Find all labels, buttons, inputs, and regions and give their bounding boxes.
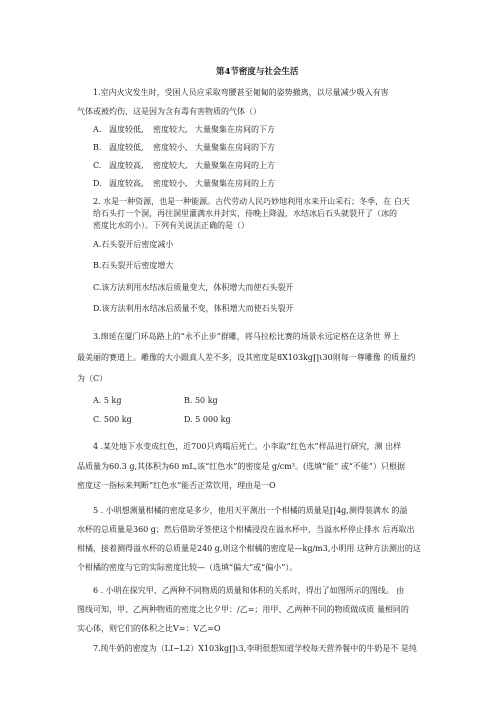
question-3-option-b: B. 50 kg: [184, 396, 218, 405]
question-4-line-3: 密度这一指标来判断“红色水”能否正常饮用，理由是一O: [77, 481, 276, 490]
question-5-line-4: 个柑橘的密度与它的实际密度比较—（选填“偏大”或“偏小”）。: [77, 563, 298, 572]
question-4-line-1: 4 .某处地下水变成红色，近700只鸡喝后死亡。小李取“红色水”样品进行研究，测 出样: [93, 442, 402, 451]
question-5-line-1: 5 . 小明想测量柑橘的密度是多少，他用天平测出一个柑橘的质量是∏4g,测得装满水 的溢: [93, 506, 408, 515]
question-5-line-3: 柑橘，接着测得溢水杯的总质量是240 g,则这个柑橘的密度是—kg/m3,小明用 这种方法测出的这: [77, 544, 421, 553]
question-2-option-b: B.石头裂开后密度增大: [93, 261, 174, 270]
question-2-option-a: A.石头裂开后密度减小: [93, 240, 174, 249]
question-5-line-2: 水杯的总质量是360 g；然后借助牙签使这个柑橘浸没在溢水杯中，当溢水杯停止排水 后再取出: [77, 525, 415, 534]
question-3-option-c: C. 500 kg: [93, 415, 132, 424]
page-title: 第4节密度与社会生活: [216, 67, 299, 77]
question-2-line-1: 2. 水是一种资源，也是一种能源。古代劳动人民巧妙地利用水来开山采石；冬季，在 白天: [93, 197, 410, 206]
question-1-option-d: D. 温度较高, 密度较小, 大量聚集在房间的上方: [93, 179, 275, 188]
question-2-line-3: 密度比水的小）。下列有关说法正确的是（）: [93, 221, 249, 230]
question-6-line-2: 图线可知，甲、乙两种物质的密度之比夕甲：/乙=；用甲、乙两种不同的物质做成质 量相同的: [77, 605, 409, 614]
question-1-option-b: B. 温度较低, 密度较小, 大量聚集在房间的下方: [93, 143, 275, 152]
question-1-option-c: C. 温度较高, 密度较大, 大量聚集在房间的上方: [93, 161, 275, 170]
question-1-line-2: 气体或被灼伤，这是因为含有毒有害物质的气体（）: [77, 107, 261, 116]
question-3-line-3: 为（C）: [77, 374, 108, 383]
question-1-option-a: A. 温度较低, 密度较大, 大量聚集在房间的下方: [93, 125, 275, 134]
question-3-line-1: 3.绵延在厦门环岛路上的“永不止步”群雕，将马拉松比赛的场景永远定格在这条世 界上: [93, 332, 400, 341]
question-1-line-1: 1.室内火灾发生时，受困人员应采取弯腰甚至匍匐的姿势撤离，以尽量减少吸入有害: [93, 88, 389, 97]
question-3-option-d: D. 5 000 kg: [184, 415, 231, 424]
question-2-option-d: D.该方法利用水结冰后质量不变，体积增大而使石头裂开: [93, 304, 294, 313]
question-6-line-3: 实心体，则它们的体积之比V=：V乙=O: [77, 624, 221, 633]
question-6-line-1: 6 . 小明在探究甲、乙两种不同物质的质量和体积的关系时，得出了如图所示的图线。 由: [93, 586, 405, 595]
question-2-line-2: 给石头打一个洞，再往洞里灌满水并封实，待晚上降温，水结冰后石头就裂开了（冰的: [93, 209, 397, 218]
question-7-line-1: 7.纯牛奶的密度为（LI~L2）X103kg∏ι3,李明很想知道学校每天营养餐中的牛奶是不 是纯: [93, 644, 417, 653]
question-2-option-c: C.该方法利用水结冰后质量变大，体积增大而使石头裂开: [93, 283, 294, 292]
question-4-line-2: 品质量为60.3 g,其体积为60 mL,该“红色水”的密度是 g/cm³。(选填“能” 或“不能”）只根据: [77, 462, 406, 471]
question-3-line-2: 最美丽的赛道上。雕像的大小跟真人差不多，设其密度是8X103kg∏ι30则每一尊雕像 的质量约: [77, 353, 416, 362]
question-3-option-a: A. 5 kg: [93, 396, 122, 405]
